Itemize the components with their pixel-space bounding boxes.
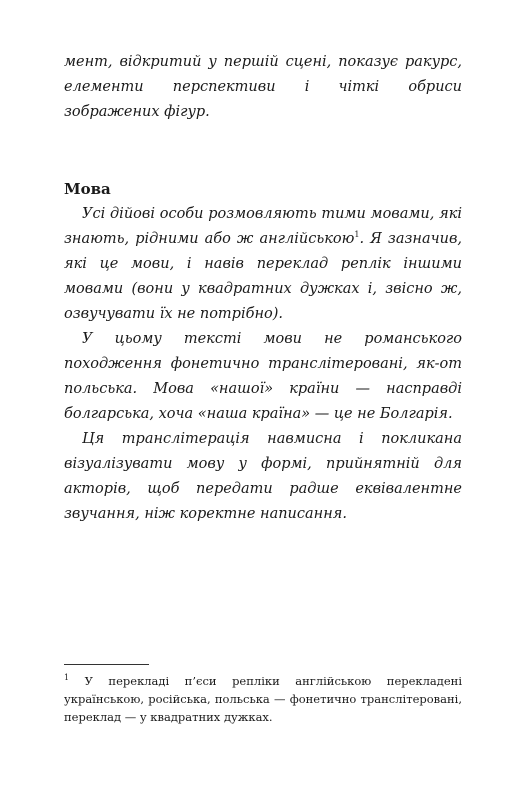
footnote-ref[interactable]: 1: [354, 230, 360, 240]
footnote-text: У перекладі п’єси репліки англійською перекладені українською, російська, польська — фонетично транслітеровані, переклад — у квадратних дужках.: [64, 674, 462, 724]
section-heading: Мова: [64, 180, 111, 198]
paragraph-3: Ця транслітерація навмисна і покликана візуалізувати мову у формі, прийнятній для акторів, щоб передати радше еквівалентне звучання, ніж коректне написання.: [64, 431, 462, 522]
paragraph-1-text-a: Усі дійові особи розмовляють тими мовами, які знають, рідними або ж англійською: [64, 206, 462, 247]
footnote: [64, 672, 462, 726]
paragraph-1-text-b: . Я зазначив, які це мови, і навів переклад реплік іншими мовами (вони у квадратних дужках і, звісно ж, озвучувати їх не потрібно).: [64, 231, 462, 322]
page-body: [64, 50, 462, 527]
footnote-divider: [64, 664, 149, 665]
paragraph-2: У цьому тексті мови не романського походження фонетично транслітеровані, як-от польська. Мова «нашої» країни — насправді болгарська, хоча «наша країна» — це не Болгарія.: [64, 331, 462, 422]
footnote-marker: 1: [64, 673, 70, 683]
paragraph-1: [64, 202, 462, 327]
intro-paragraph: мент, відкритий у першій сцені, показує ракурс, елементи перспективи і чіткі обриси зображених фігур.: [64, 54, 462, 120]
